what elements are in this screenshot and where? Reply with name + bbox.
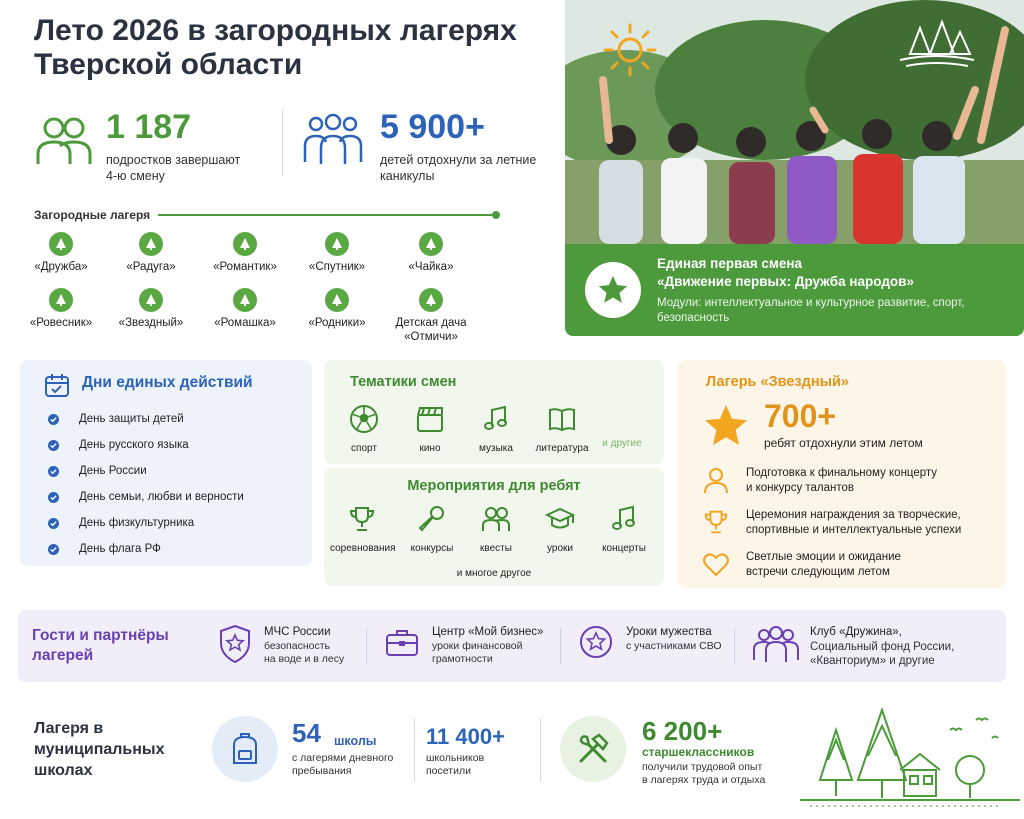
- shift-star-badge: [585, 262, 641, 318]
- camp-item: [200, 232, 290, 274]
- title-line-2: Тверской области: [34, 48, 303, 81]
- event-label-quests: квесты: [480, 543, 512, 554]
- zvezdny-row-concert-text: [746, 466, 996, 496]
- theme-label-sport: спорт: [351, 443, 377, 454]
- event-label-contests: конкурсы: [410, 543, 454, 554]
- tree-badge-icon: [233, 288, 257, 312]
- guests-panel: [18, 610, 1006, 682]
- schools-desc2: пребывания: [292, 765, 352, 777]
- zvezdny-number: 700+: [764, 398, 837, 434]
- shift-title-line1: Единая первая смена: [657, 256, 802, 271]
- person-icon: [702, 466, 730, 494]
- guests-divider: [366, 628, 367, 664]
- guests-divider: [560, 628, 561, 664]
- guest-my-business-desc1: уроки финансовой: [432, 640, 523, 652]
- backpack-badge: [212, 716, 278, 782]
- guest-courage-lessons-desc1: с участниками СВО: [626, 640, 722, 652]
- zvezdny-heading: Лагерь «Звездный»: [706, 374, 849, 390]
- shift-modules: Модули: интеллектуальное и культурное развитие, спорт, безопасность: [657, 297, 965, 324]
- camp-name: «Радуга»: [126, 261, 176, 273]
- guest-my-business-desc2: грамотности: [432, 653, 493, 665]
- event-lessons: [528, 504, 592, 554]
- theme-label-cinema: кино: [419, 443, 441, 454]
- guests-divider: [734, 628, 735, 664]
- camp-item: [106, 288, 196, 330]
- guest-courage-lessons-title: Уроки мужества: [626, 626, 712, 638]
- camps-divider-line: [158, 214, 498, 216]
- pupils-number: 11 400+: [426, 724, 505, 749]
- event-label-competitions: соревнования: [330, 543, 396, 554]
- calendar-icon: [44, 372, 70, 398]
- camp-item: [292, 288, 382, 330]
- seniors-desc1: получили трудовой опыт: [642, 761, 763, 773]
- check-icon: [48, 414, 59, 425]
- event-contests: [400, 504, 464, 554]
- backpack-icon: [228, 731, 262, 767]
- guest-my-business-title: Центр «Мой бизнес»: [432, 626, 544, 638]
- tools-icon: [575, 731, 611, 767]
- guests-heading-line1: Гости и партнёры: [32, 627, 169, 644]
- clapperboard-icon: [415, 404, 445, 434]
- tree-badge-icon: [49, 232, 73, 256]
- days-item-label: День России: [79, 465, 147, 477]
- zvezdny-row-concert-line1: Подготовка к финальному концерту: [746, 467, 938, 479]
- zvezdny-panel: [678, 360, 1006, 588]
- guest-courage-lessons-desc: [626, 640, 736, 653]
- music-note-icon: [609, 504, 639, 534]
- unified-shift-card: [565, 244, 1024, 336]
- people-icon: [752, 624, 800, 664]
- stat-teens-desc-line1: подростков завершают: [106, 153, 241, 167]
- guest-druzhina-title: Клуб «Дружина»,: [810, 626, 902, 638]
- days-item-label: День семьи, любви и верности: [79, 491, 244, 503]
- days-list-item: [48, 536, 244, 562]
- tools-badge: [560, 716, 626, 782]
- stat-children-number: 5 900+: [380, 108, 485, 146]
- big-star-icon: [702, 402, 750, 450]
- book-icon: [547, 404, 577, 434]
- stat-children-desc-line1: детей отдохнули за летние: [380, 153, 537, 167]
- days-list-item: [48, 510, 244, 536]
- camp-name: «Дружба»: [34, 261, 88, 273]
- check-icon: [48, 518, 59, 529]
- camp-item: [292, 232, 382, 274]
- trees-decoration-icon: [896, 14, 976, 74]
- stat-children-desc: [380, 152, 560, 184]
- days-item-label: День флага РФ: [79, 543, 161, 555]
- stat-teens-desc-line2: 4-ю смену: [106, 169, 165, 183]
- municipal-divider: [540, 718, 541, 782]
- stat-divider: [282, 110, 283, 176]
- camp-item: [16, 232, 106, 274]
- guest-druzhina-desc1: Социальный фонд России,: [810, 641, 955, 653]
- soccer-ball-icon: [349, 404, 379, 434]
- star-badge-icon: [578, 624, 614, 660]
- check-icon: [48, 466, 59, 477]
- teens-icon: [34, 112, 96, 166]
- tree-badge-icon: [139, 288, 163, 312]
- star-icon: [596, 273, 630, 307]
- guest-mchs-desc1: безопасность: [264, 640, 330, 652]
- zvezdny-row-ceremony-line2: спортивные и интеллектуальные успехи: [746, 524, 962, 536]
- stat-children-desc-line2: каникулы: [380, 169, 435, 183]
- guests-heading: [32, 626, 202, 666]
- guest-mchs-title: МЧС России: [264, 626, 331, 638]
- music-note-icon: [481, 404, 511, 434]
- theme-others: [590, 434, 654, 449]
- event-quests: [464, 504, 528, 554]
- camp-name: «Звездный»: [118, 317, 184, 329]
- zvezdny-row-emotions-line2: встречи следующим летом: [746, 566, 890, 578]
- days-item-label: День русского языка: [79, 439, 189, 451]
- event-competitions: [330, 504, 394, 554]
- schools-desc1: с лагерями дневного: [292, 752, 394, 764]
- event-label-lessons: уроки: [547, 543, 573, 554]
- microphone-icon: [417, 504, 447, 534]
- zvezdny-row-emotions-line1: Светлые эмоции и ожидание: [746, 551, 901, 563]
- stat-teens-desc: [106, 152, 276, 184]
- check-icon: [48, 440, 59, 451]
- tree-badge-icon: [139, 232, 163, 256]
- camp-name: «Чайка»: [408, 261, 454, 273]
- tree-badge-icon: [49, 288, 73, 312]
- zvezdny-row-ceremony-text: [746, 508, 996, 538]
- tree-badge-icon: [325, 288, 349, 312]
- people-icon: [481, 504, 511, 534]
- camp-item: [200, 288, 290, 330]
- theme-label-literature: литература: [535, 443, 589, 454]
- seniors-unit: старшеклассников: [642, 745, 755, 759]
- schools-number: 54: [292, 718, 321, 748]
- camp-item: [386, 288, 476, 344]
- sun-icon: [602, 22, 658, 78]
- zvezdny-row-ceremony-line1: Церемония награждения за творческие,: [746, 509, 961, 521]
- camp-name: «Романтик»: [213, 261, 277, 273]
- zvezdny-row-concert-line2: и конкурсу талантов: [746, 482, 855, 494]
- events-more: и многое другое: [456, 568, 532, 579]
- seniors-desc2: в лагерях труда и отдыха: [642, 774, 766, 786]
- shift-title-line2: «Движение первых: Дружба народов»: [657, 274, 914, 289]
- events-panel: [324, 468, 664, 586]
- guest-mchs-desc2: на воде и в лесу: [264, 653, 345, 665]
- children-group-icon: [302, 112, 364, 166]
- camp-item: [106, 232, 196, 274]
- heart-icon: [702, 550, 730, 578]
- seniors-desc: [642, 761, 802, 787]
- theme-music: [464, 404, 528, 454]
- stat-teens-number: 1 187: [106, 108, 192, 146]
- themes-heading: Тематики смен: [350, 374, 457, 390]
- schools-desc: [292, 752, 412, 778]
- check-icon: [48, 492, 59, 503]
- camps-heading: Загородные лагеря: [34, 208, 151, 222]
- event-concerts: [592, 504, 656, 554]
- municipal-heading: [34, 718, 164, 781]
- camp-name: «Ромашка»: [214, 317, 276, 329]
- tree-badge-icon: [233, 232, 257, 256]
- forest-house-illustration: [800, 700, 1020, 812]
- zvezdny-row-emotions-text: [746, 550, 996, 580]
- municipal-heading-line1: Лагеря в: [34, 720, 104, 737]
- days-heading: Дни единых действий: [82, 374, 253, 391]
- camp-name: «Родники»: [308, 317, 366, 329]
- title-line-1: Лето 2026 в загородных лагерях: [34, 14, 517, 47]
- shield-star-icon: [218, 624, 252, 664]
- camp-name: «Ровесник»: [29, 317, 93, 329]
- graduation-cap-icon: [545, 504, 575, 534]
- pupils-desc: [426, 752, 526, 778]
- tree-badge-icon: [419, 232, 443, 256]
- guest-mchs-desc: [264, 640, 374, 666]
- municipal-divider: [414, 718, 415, 782]
- days-item-label: День физкультурника: [79, 517, 195, 529]
- event-label-concerts: концерты: [602, 543, 646, 554]
- zvezdny-number-desc: ребят отдохнули этим летом: [764, 436, 923, 450]
- themes-panel: [324, 360, 664, 464]
- camp-item: [16, 288, 106, 330]
- days-list: [48, 406, 244, 562]
- theme-label-music: музыка: [479, 443, 513, 454]
- briefcase-icon: [384, 624, 420, 660]
- page-title: [34, 14, 574, 82]
- days-list-item: [48, 406, 244, 432]
- trophy-icon: [702, 508, 730, 536]
- camp-name: «Спутник»: [308, 261, 366, 273]
- guests-heading-line2: лагерей: [32, 647, 94, 664]
- events-heading: Мероприятия для ребят: [407, 478, 581, 494]
- days-list-item: [48, 458, 244, 484]
- camp-item: [386, 232, 476, 274]
- days-panel: [20, 360, 312, 566]
- pupils-desc1: школьников: [426, 752, 485, 764]
- check-icon: [48, 544, 59, 555]
- guest-my-business-desc: [432, 640, 552, 666]
- camp-name: Детская дача «Отмичи»: [395, 317, 467, 343]
- tree-badge-icon: [419, 288, 443, 312]
- municipal-heading-line2: муниципальных: [34, 741, 165, 758]
- theme-literature: [530, 404, 594, 454]
- tree-badge-icon: [325, 232, 349, 256]
- cup-icon: [347, 504, 377, 534]
- schools-unit: школы: [334, 734, 377, 748]
- days-item-label: День защиты детей: [79, 413, 184, 425]
- guest-druzhina-desc2: «Кванториум» и другие: [810, 655, 935, 667]
- theme-label-others: и другие: [602, 438, 642, 449]
- theme-cinema: [398, 404, 462, 454]
- seniors-number: 6 200+: [642, 716, 723, 746]
- days-list-item: [48, 484, 244, 510]
- days-list-item: [48, 432, 244, 458]
- municipal-heading-line3: школах: [34, 762, 93, 779]
- guest-druzhina-desc: [810, 640, 1000, 668]
- pupils-desc2: посетили: [426, 765, 471, 777]
- theme-sport: [332, 404, 396, 454]
